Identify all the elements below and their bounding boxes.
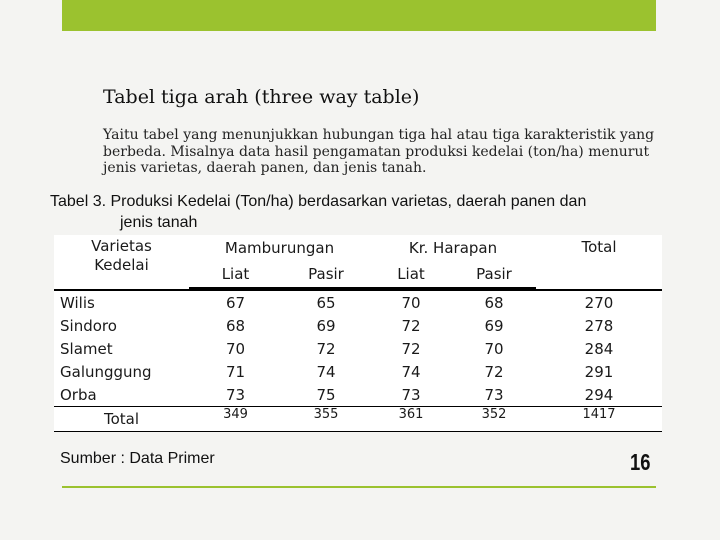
header-total: Total — [581, 238, 617, 256]
cell-value: 70 — [225, 339, 246, 358]
row-variety: Galunggung — [60, 362, 152, 381]
cell-value: 70 — [401, 293, 421, 312]
cell-value: 74 — [401, 362, 421, 381]
cell-value: 75 — [316, 385, 336, 404]
cell-value: 72 — [484, 362, 504, 381]
cell-total: 270 — [584, 293, 614, 312]
table-row — [54, 383, 662, 407]
cell-value: 70 — [484, 339, 504, 358]
page-number: 16 — [630, 449, 651, 475]
table-row — [54, 360, 662, 383]
header-soil-liat-1: Liat — [189, 261, 282, 288]
cell-value: 67 — [225, 293, 246, 312]
table-row — [54, 314, 662, 337]
cell-total: 278 — [584, 316, 614, 335]
table-row — [54, 290, 662, 314]
table-row — [54, 337, 662, 360]
production-table — [54, 235, 662, 432]
table-caption-line-2: jenis tanah — [120, 214, 198, 231]
row-variety: Sindoro — [60, 316, 117, 335]
cell-value: 71 — [225, 362, 246, 381]
cell-value: 72 — [401, 316, 421, 335]
cell-value: 72 — [401, 339, 421, 358]
totals-value: 355 — [282, 407, 370, 432]
row-variety: Wilis — [60, 293, 95, 312]
cell-total: 291 — [584, 362, 614, 381]
header-variety-line-1: Varietas — [91, 237, 152, 255]
cell-value: 68 — [484, 293, 504, 312]
totals-value: 361 — [370, 407, 452, 432]
cell-value: 72 — [316, 339, 336, 358]
header-region-mamburungan: Mamburungan — [224, 239, 335, 257]
slide-description: Yaitu tabel yang menunjukkan hubungan tiga hal atau tiga karakteristik yang berbeda. Misalnya data hasil pengamatan produksi kedelai (ton/ha) menurut jenis varietas, daerah panen, dan jenis tanah. — [103, 127, 655, 176]
totals-row — [54, 407, 662, 432]
source-note: Sumber : Data Primer — [60, 450, 215, 467]
top-accent-bar — [62, 0, 656, 31]
cell-total: 294 — [584, 385, 614, 404]
totals-label: Total — [54, 407, 189, 432]
table-caption — [50, 191, 670, 233]
cell-value: 69 — [316, 316, 336, 335]
cell-value: 73 — [484, 385, 504, 404]
cell-value: 65 — [316, 293, 336, 312]
cell-value: 73 — [225, 385, 246, 404]
header-region-kr-harapan: Kr. Harapan — [408, 239, 498, 257]
row-variety: Orba — [60, 385, 97, 404]
table-caption-line-1: Tabel 3. Produksi Kedelai (Ton/ha) berdasarkan varietas, daerah panen dan — [50, 193, 587, 210]
cell-value: 68 — [225, 316, 246, 335]
header-soil-liat-2: Liat — [370, 261, 452, 288]
cell-value: 73 — [401, 385, 421, 404]
totals-grand-total: 1417 — [536, 407, 662, 432]
bottom-accent-rule — [62, 486, 656, 488]
totals-value: 349 — [189, 407, 282, 432]
header-variety — [54, 235, 189, 288]
header-soil-pasir-2: Pasir — [452, 261, 536, 288]
cell-value: 74 — [316, 362, 336, 381]
header-soil-pasir-1: Pasir — [282, 261, 370, 288]
totals-value: 352 — [452, 407, 536, 432]
row-variety: Slamet — [60, 339, 113, 358]
header-variety-line-2: Kedelai — [94, 256, 149, 274]
cell-value: 69 — [484, 316, 504, 335]
slide-title: Tabel tiga arah (three way table) — [103, 86, 420, 108]
cell-total: 284 — [584, 339, 614, 358]
